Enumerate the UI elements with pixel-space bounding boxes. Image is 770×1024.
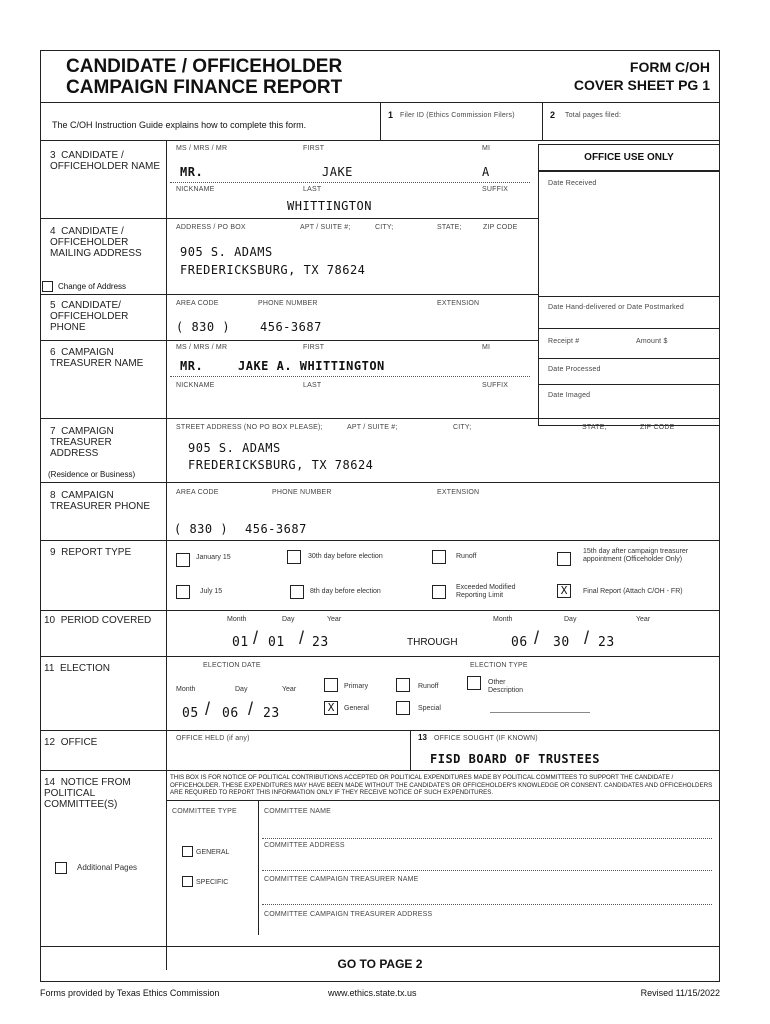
to-day-header: Day <box>564 616 577 623</box>
other-election-checkbox[interactable] <box>467 676 481 690</box>
divider <box>40 610 720 611</box>
divider <box>538 358 720 359</box>
divider <box>40 418 720 419</box>
sec10-number: 10 <box>44 615 56 626</box>
sec7-street-header: STREET ADDRESS (NO PO BOX PLEASE); <box>176 424 323 431</box>
runoff-election-label: Runoff <box>418 683 439 690</box>
date-separator: / <box>299 628 305 648</box>
treasurer-title[interactable]: MR. <box>180 359 204 373</box>
sec7-state-header: STATE; <box>582 424 607 431</box>
divider <box>40 140 720 141</box>
day8-checkbox[interactable] <box>290 585 304 599</box>
date-received-label: Date Received <box>548 180 597 187</box>
sec3-label <box>50 150 162 172</box>
total-pages-label: Total pages filed: <box>565 112 622 119</box>
footer-revised-date: Revised 11/15/2022 <box>640 988 720 998</box>
specific-committee-checkbox[interactable] <box>182 876 193 887</box>
form-id-block <box>574 58 710 94</box>
sec7-apt-header: APT / SUITE #; <box>347 424 398 431</box>
divider <box>258 800 259 935</box>
sec8-label-text: CAMPAIGN TREASURER PHONE <box>50 490 151 512</box>
office-sought-header: OFFICE SOUGHT (IF KNOWN) <box>434 735 538 742</box>
sec3-title-header: MS / MRS / MR <box>176 145 228 152</box>
sec3-suffix-header: SUFFIX <box>482 186 509 193</box>
change-of-address-checkbox[interactable] <box>42 281 53 292</box>
sec3-nickname-header: NICKNAME <box>176 186 215 193</box>
divider <box>40 218 538 219</box>
treasurer-area-code[interactable]: ( 830 ) <box>174 522 229 536</box>
committee-treasurer-address-header: COMMITTEE CAMPAIGN TREASURER ADDRESS <box>264 911 433 918</box>
sec7-zip-header: ZIP CODE <box>640 424 675 431</box>
divider <box>380 102 381 140</box>
candidate-area-code[interactable]: ( 830 ) <box>176 320 231 334</box>
title-line-2: CAMPAIGN FINANCE REPORT <box>66 77 343 98</box>
form-title <box>66 56 342 98</box>
additional-pages-checkbox[interactable] <box>55 862 67 874</box>
treasurer-phone[interactable]: 456-3687 <box>245 522 307 536</box>
committee-name-header: COMMITTEE NAME <box>264 808 331 815</box>
committee-address-header: COMMITTEE ADDRESS <box>264 842 345 849</box>
date-separator: / <box>205 699 211 719</box>
divider <box>40 482 720 483</box>
sec7-city-header: CITY; <box>453 424 472 431</box>
box2-number: 2 <box>550 110 556 120</box>
sec6-mi-header: MI <box>482 344 491 351</box>
date-separator: / <box>253 628 259 648</box>
divider <box>262 838 712 839</box>
general-committee-label: GENERAL <box>196 849 230 856</box>
treasurer-address-line1[interactable]: 905 S. ADAMS <box>188 441 281 455</box>
sec3-number: 3 <box>50 150 56 161</box>
from-day-header: Day <box>282 616 295 623</box>
primary-label: Primary <box>344 683 369 690</box>
candidate-first-name[interactable]: JAKE <box>322 165 353 179</box>
divider <box>170 376 530 377</box>
sec5-phone-header: PHONE NUMBER <box>258 300 318 307</box>
candidate-middle-initial[interactable]: A <box>482 165 490 179</box>
divider <box>538 384 720 385</box>
receipt-label: Receipt # <box>548 338 580 345</box>
general-committee-checkbox[interactable] <box>182 846 193 857</box>
election-day[interactable]: 06 <box>222 706 239 721</box>
day30-checkbox[interactable] <box>287 550 301 564</box>
divider <box>40 540 720 541</box>
to-year-header: Year <box>636 616 651 623</box>
date-hand-delivered-label: Date Hand-delivered or Date Postmarked <box>548 304 684 311</box>
sec4-city-header: CITY; <box>375 224 394 231</box>
sec6-last-header: LAST <box>303 382 322 389</box>
divider <box>538 170 720 172</box>
sec11-number: 11 <box>44 663 55 674</box>
sec4-apt-header: APT / SUITE #; <box>300 224 351 231</box>
sec3-mi-header: MI <box>482 145 491 152</box>
treasurer-address-line2[interactable]: FREDERICKSBURG, TX 78624 <box>188 458 374 472</box>
period-to-year[interactable]: 23 <box>598 635 615 650</box>
candidate-address-line1[interactable]: 905 S. ADAMS <box>180 245 273 259</box>
sec9-label <box>50 547 162 558</box>
january-15-label: January 15 <box>196 554 231 561</box>
committee-treasurer-header: COMMITTEE CAMPAIGN TREASURER NAME <box>264 876 419 883</box>
form-id: FORM C/OH <box>629 59 710 75</box>
form-border-left <box>40 50 41 982</box>
sec12-label-text: OFFICE <box>60 737 98 748</box>
sec5-number: 5 <box>50 300 56 311</box>
final-report-checkbox[interactable]: X <box>557 584 571 598</box>
divider <box>410 730 411 770</box>
through-label: THROUGH <box>407 637 458 648</box>
office-sought[interactable]: FISD BOARD OF TRUSTEES <box>430 752 600 766</box>
sec5-ext-header: EXTENSION <box>437 300 480 307</box>
day15-checkbox[interactable] <box>557 552 571 566</box>
period-to-month[interactable]: 06 <box>511 635 528 650</box>
divider <box>170 182 530 183</box>
sec6-label <box>50 347 162 369</box>
sec4-label <box>50 226 162 259</box>
period-from-day[interactable]: 01 <box>268 635 285 650</box>
period-from-year[interactable]: 23 <box>312 635 329 650</box>
other-description-line[interactable] <box>490 712 590 713</box>
sec8-area-header: AREA CODE <box>176 489 219 496</box>
specific-committee-label: SPECIFIC <box>196 879 229 886</box>
runoff-election-checkbox[interactable] <box>396 678 410 692</box>
sec4-label-text: CANDIDATE / OFFICEHOLDER MAILING ADDRESS <box>50 226 142 259</box>
sec8-ext-header: EXTENSION <box>437 489 480 496</box>
election-day-header: Day <box>235 686 248 693</box>
sec6-suffix-header: SUFFIX <box>482 382 509 389</box>
july-15-checkbox[interactable] <box>176 585 190 599</box>
election-type-header: ELECTION TYPE <box>470 662 528 669</box>
sec7-number: 7 <box>50 426 56 437</box>
divider <box>40 294 538 295</box>
divider <box>40 946 720 947</box>
sec6-first-header: FIRST <box>303 344 325 351</box>
to-month-header: Month <box>493 616 513 623</box>
divider <box>40 656 720 657</box>
sec13-number: 13 <box>418 733 427 742</box>
divider <box>262 904 712 905</box>
sec8-label <box>50 490 162 512</box>
sec5-label <box>50 300 162 333</box>
candidate-title[interactable]: MR. <box>180 165 204 179</box>
committee-type-header: COMMITTEE TYPE <box>172 808 237 815</box>
election-month[interactable]: 05 <box>182 706 199 721</box>
sec7-sub-label: (Residence or Business) <box>48 470 136 479</box>
primary-checkbox[interactable] <box>324 678 338 692</box>
footer-url[interactable]: www.ethics.state.tx.us <box>328 988 417 998</box>
date-imaged-label: Date Imaged <box>548 392 591 399</box>
title-line-1: CANDIDATE / OFFICEHOLDER <box>66 56 343 77</box>
sec12-number: 12 <box>44 737 56 748</box>
special-election-label: Special <box>418 705 441 712</box>
divider <box>538 296 720 297</box>
sec3-last-header: LAST <box>303 186 322 193</box>
form-border-top <box>40 50 720 51</box>
sec7-label-text: CAMPAIGN TREASURER ADDRESS <box>50 426 114 459</box>
treasurer-name[interactable]: JAKE A. WHITTINGTON <box>238 359 385 373</box>
candidate-phone[interactable]: 456-3687 <box>260 320 322 334</box>
candidate-address-line2[interactable]: FREDERICKSBURG, TX 78624 <box>180 263 366 277</box>
divider <box>40 770 720 771</box>
runoff-report-checkbox[interactable] <box>432 550 446 564</box>
date-separator: / <box>534 628 540 648</box>
sec6-title-header: MS / MRS / MR <box>176 344 228 351</box>
divider <box>40 730 720 731</box>
day30-label: 30th day before election <box>308 553 383 560</box>
sec4-number: 4 <box>50 226 56 237</box>
divider <box>542 102 543 140</box>
sec5-area-header: AREA CODE <box>176 300 219 307</box>
period-to-day[interactable]: 30 <box>553 635 570 650</box>
sec4-state-header: STATE; <box>437 224 462 231</box>
election-year[interactable]: 23 <box>263 706 280 721</box>
sec14-label-text: NOTICE FROM POLITICAL COMMITTEE(S) <box>44 777 131 810</box>
candidate-last-name[interactable]: WHITTINGTON <box>287 199 372 213</box>
sec7-label <box>50 426 162 459</box>
sec6-label-text: CAMPAIGN TREASURER NAME <box>50 347 144 369</box>
filer-id-label: Filer ID (Ethics Commission Filers) <box>400 112 515 119</box>
change-of-address-label: Change of Address <box>58 282 127 291</box>
election-date-header: ELECTION DATE <box>203 662 261 669</box>
sec9-label-text: REPORT TYPE <box>61 547 132 558</box>
office-held-header: OFFICE HELD (if any) <box>176 735 250 742</box>
sec8-number: 8 <box>50 490 56 501</box>
exceeded-limit-label: Exceeded Modified Reporting Limit <box>456 584 516 599</box>
footer-provided-by: Forms provided by Texas Ethics Commission <box>40 988 220 998</box>
sec14-label <box>44 777 162 810</box>
sec12-label <box>44 737 162 748</box>
sec4-zip-header: ZIP CODE <box>483 224 518 231</box>
exceeded-limit-checkbox[interactable] <box>432 585 446 599</box>
go-to-page-2[interactable]: GO TO PAGE 2 <box>337 957 423 971</box>
box1-number: 1 <box>388 110 394 120</box>
sec5-label-text: CANDIDATE/ OFFICEHOLDER PHONE <box>50 300 129 333</box>
sec11-label <box>44 663 162 674</box>
election-year-header: Year <box>282 686 297 693</box>
divider <box>262 870 712 871</box>
divider <box>166 800 720 801</box>
general-election-checkbox[interactable]: X <box>324 701 338 715</box>
other-election-label: Other Description <box>488 679 524 694</box>
sec3-label-text: CANDIDATE / OFFICEHOLDER NAME <box>50 150 161 172</box>
sec9-number: 9 <box>50 547 56 558</box>
day15-label: 15th day after campaign treasurer appointment (Officeholder Only) <box>583 548 689 563</box>
sec10-label <box>44 615 162 626</box>
office-use-title: OFFICE USE ONLY <box>584 152 674 163</box>
committee-notice-text: THIS BOX IS FOR NOTICE OF POLITICAL CONTRIBUTIONS ACCEPTED OR POLITICAL EXPENDITURES MADE BY POLITICAL COMMITTEES TO SUPPORT THE CANDIDATE / OFFICEHOLDER. THESE EXPENDITURES MAY HAVE BEEN MADE WITHOUT THE CANDIDATE'S OR OFFICEHOLDER'S KNOWLEDGE OR CONSENT. CANDIDATES AND OFFICEHOLDERS ARE REQUIRED TO REPORT THIS INFORMATION ONLY IF THEY RECEIVE NOTICE OF SUCH EXPENDITURES. <box>170 774 713 796</box>
label-column-divider <box>166 140 167 970</box>
period-from-month[interactable]: 01 <box>232 635 249 650</box>
divider <box>40 981 720 982</box>
january-15-checkbox[interactable] <box>176 553 190 567</box>
election-month-header: Month <box>176 686 196 693</box>
date-processed-label: Date Processed <box>548 366 601 373</box>
date-separator: / <box>584 628 590 648</box>
cover-sheet-label: COVER SHEET PG 1 <box>573 77 710 93</box>
date-separator: / <box>248 699 254 719</box>
sec8-phone-header: PHONE NUMBER <box>272 489 332 496</box>
from-year-header: Year <box>327 616 342 623</box>
sec6-nickname-header: NICKNAME <box>176 382 215 389</box>
sec6-number: 6 <box>50 347 56 358</box>
july-15-label: July 15 <box>200 588 223 595</box>
divider <box>40 340 538 341</box>
sec14-number: 14 <box>44 777 56 788</box>
runoff-report-label: Runoff <box>456 553 477 560</box>
from-month-header: Month <box>227 616 247 623</box>
sec10-label-text: PERIOD COVERED <box>60 615 152 626</box>
sec4-address-header: ADDRESS / PO BOX <box>176 224 246 231</box>
additional-pages-label: Additional Pages <box>77 863 138 872</box>
general-election-label: General <box>344 705 369 712</box>
instruction-text: The C/OH Instruction Guide explains how to complete this form. <box>52 120 307 130</box>
final-report-label: Final Report (Attach C/OH - FR) <box>583 588 683 595</box>
amount-label: Amount $ <box>636 338 668 345</box>
sec3-first-header: FIRST <box>303 145 325 152</box>
special-election-checkbox[interactable] <box>396 701 410 715</box>
day8-label: 8th day before election <box>310 588 381 595</box>
sec11-label-text: ELECTION <box>59 663 110 674</box>
divider <box>538 328 720 329</box>
